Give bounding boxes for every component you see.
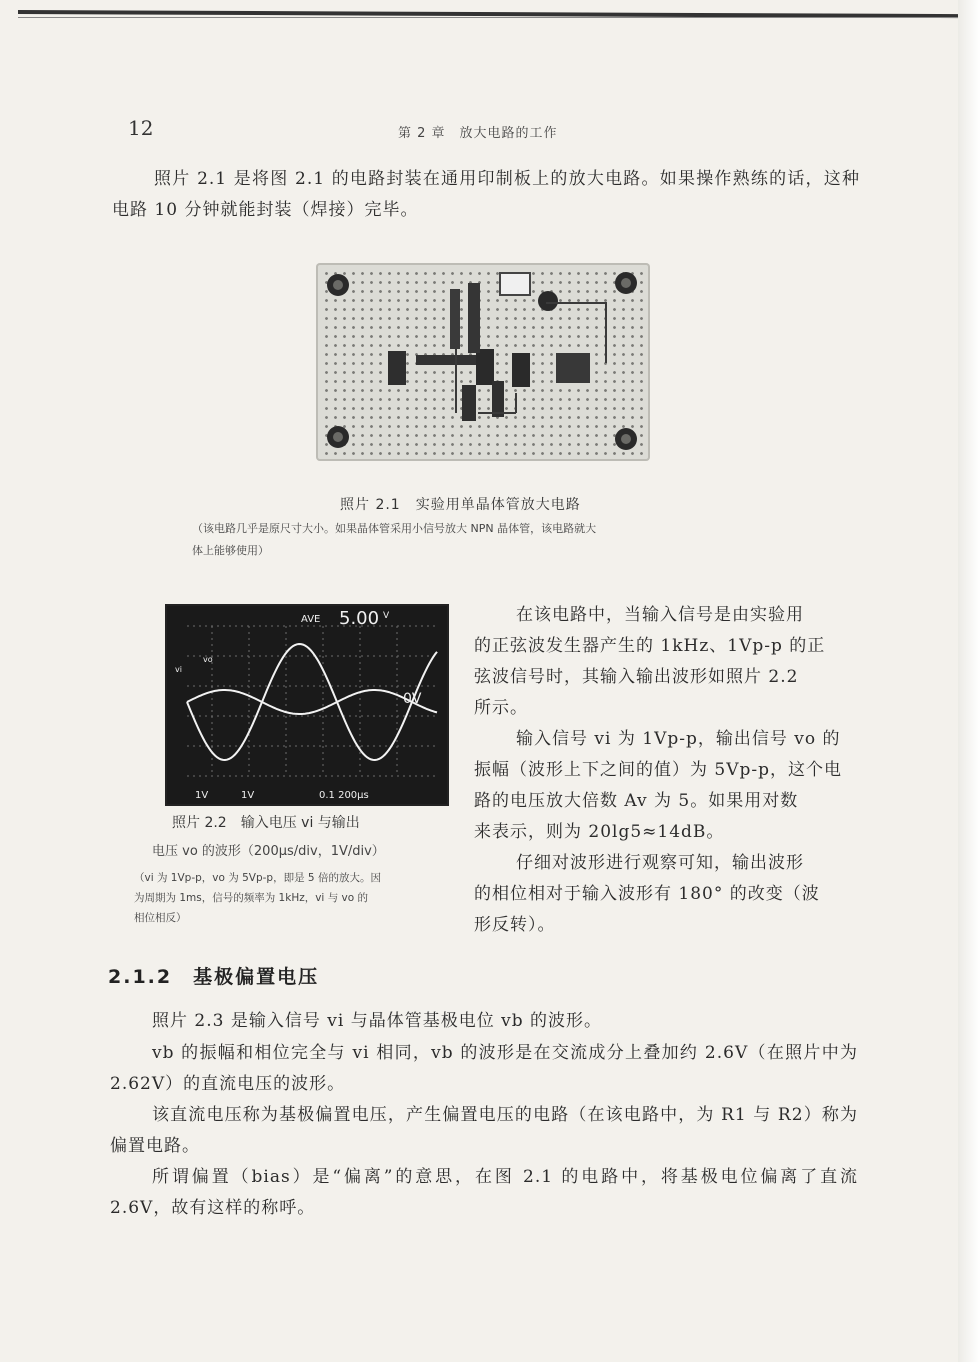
section-paragraph-3: 该直流电压称为基极偏置电压，产生偏置电压的电路（在该电路中，为 R1 与 R2）称为偏置电路。 xyxy=(110,1105,858,1156)
section-paragraph-2: vb 的振幅和相位完全与 vi 相同，vb 的波形是在交流成分上叠加约 2.6V（在照片中为 2.62V）的直流电压的波形。 xyxy=(110,1043,859,1094)
running-head: 第 2 章 放大电路的工作 xyxy=(398,126,558,141)
input-voltage-trace xyxy=(187,690,437,714)
scope-zero-volt-label: 0V xyxy=(403,691,422,707)
right-p1-line-4: 所示。 xyxy=(474,698,528,718)
right-p1-line-1: 在该电路中，当输入信号是由实验用 xyxy=(516,605,804,625)
photo-2-2-note-line-2: 为周期为 1ms，信号的频率为 1kHz，vi 与 vo 的 xyxy=(134,892,369,904)
right-column-text xyxy=(474,600,858,941)
scope-voltage-unit: V xyxy=(383,611,390,621)
section-heading: 2.1.2 基极偏置电压 xyxy=(108,966,320,988)
photo-2-2-caption-line-2: 电压 vo 的波形（200μs/div，1V/div） xyxy=(152,844,385,859)
right-p3-line-3: 形反转）。 xyxy=(474,915,556,935)
scope-channel-1-scale: 1V xyxy=(195,790,209,801)
right-p2-line-3: 路的电压放大倍数 Av 为 5。如果用对数 xyxy=(474,791,799,811)
photo-circuit-board xyxy=(316,263,650,461)
photo-2-2-caption-title: 照片 2.2 输入电压 vi 与输出 xyxy=(172,815,360,831)
right-p3-line-2: 的相位相对于输入波形有 180° 的改变（波 xyxy=(474,884,820,904)
page-edge-shadow xyxy=(958,0,980,1362)
scope-timebase-readout: 0.1 200μs xyxy=(319,790,369,801)
right-p2-line-4: 来表示，则为 20lg5≈14dB。 xyxy=(474,822,725,842)
scope-channel-2-scale: 1V xyxy=(241,790,255,801)
right-p1-line-2: 的正弦波发生器产生的 1kHz、1Vp-p 的正 xyxy=(474,636,826,656)
section-paragraph-4: 所谓偏置（bias）是“偏离”的意思，在图 2.1 的电路中，将基极电位偏离了直流 2.6V，故有这样的称呼。 xyxy=(110,1167,858,1218)
oscilloscope-screen xyxy=(167,606,447,804)
photo-2-2-note-line-1: （vi 为 1Vp-p，vo 为 5Vp-p，即是 5 倍的放大。因 xyxy=(134,872,381,884)
right-p2-line-1: 输入信号 vi 为 1Vp-p，输出信号 vo 的 xyxy=(516,729,841,749)
right-p3-line-1: 仔细对波形进行观察可知，输出波形 xyxy=(516,853,804,873)
scope-vo-trace-label: vo xyxy=(203,655,213,664)
photo-2-2-caption-note xyxy=(134,868,454,928)
photo-2-1-note-line-2: 体上能够使用） xyxy=(192,544,269,557)
circuit-components-image xyxy=(316,263,650,461)
section-paragraph-1: 照片 2.3 是输入信号 vi 与晶体管基极电位 vb 的波形。 xyxy=(152,1011,602,1031)
page-number: 12 xyxy=(128,116,154,140)
photo-2-1-note-line-1: （该电路几乎是原尺寸大小。如果晶体管采用小信号放大 NPN 晶体管，该电路就大 xyxy=(192,522,597,535)
photo-2-1-caption-title: 照片 2.1 实验用单晶体管放大电路 xyxy=(340,497,581,513)
intro-paragraph: 照片 2.1 是将图 2.1 的电路封装在通用印制板上的放大电路。如果操作熟练的话，这种电路 10 分钟就能封装（焊接）完毕。 xyxy=(112,169,860,220)
scope-average-label: AVE xyxy=(301,614,321,625)
right-p1-line-3: 弦波信号时，其输入输出波形如照片 2.2 xyxy=(474,667,799,687)
top-border-thin-rule xyxy=(18,17,963,18)
scope-voltage-readout: 5.00 xyxy=(339,608,380,629)
scope-vi-trace-label: vi xyxy=(175,665,182,674)
photo-oscilloscope xyxy=(165,604,449,806)
right-p2-line-2: 振幅（波形上下之间的值）为 5Vp-p，这个电 xyxy=(474,760,843,780)
photo-2-1-caption-note xyxy=(192,518,792,562)
output-voltage-trace xyxy=(187,644,437,760)
photo-2-2-note-line-3: 相位相反） xyxy=(134,912,187,924)
